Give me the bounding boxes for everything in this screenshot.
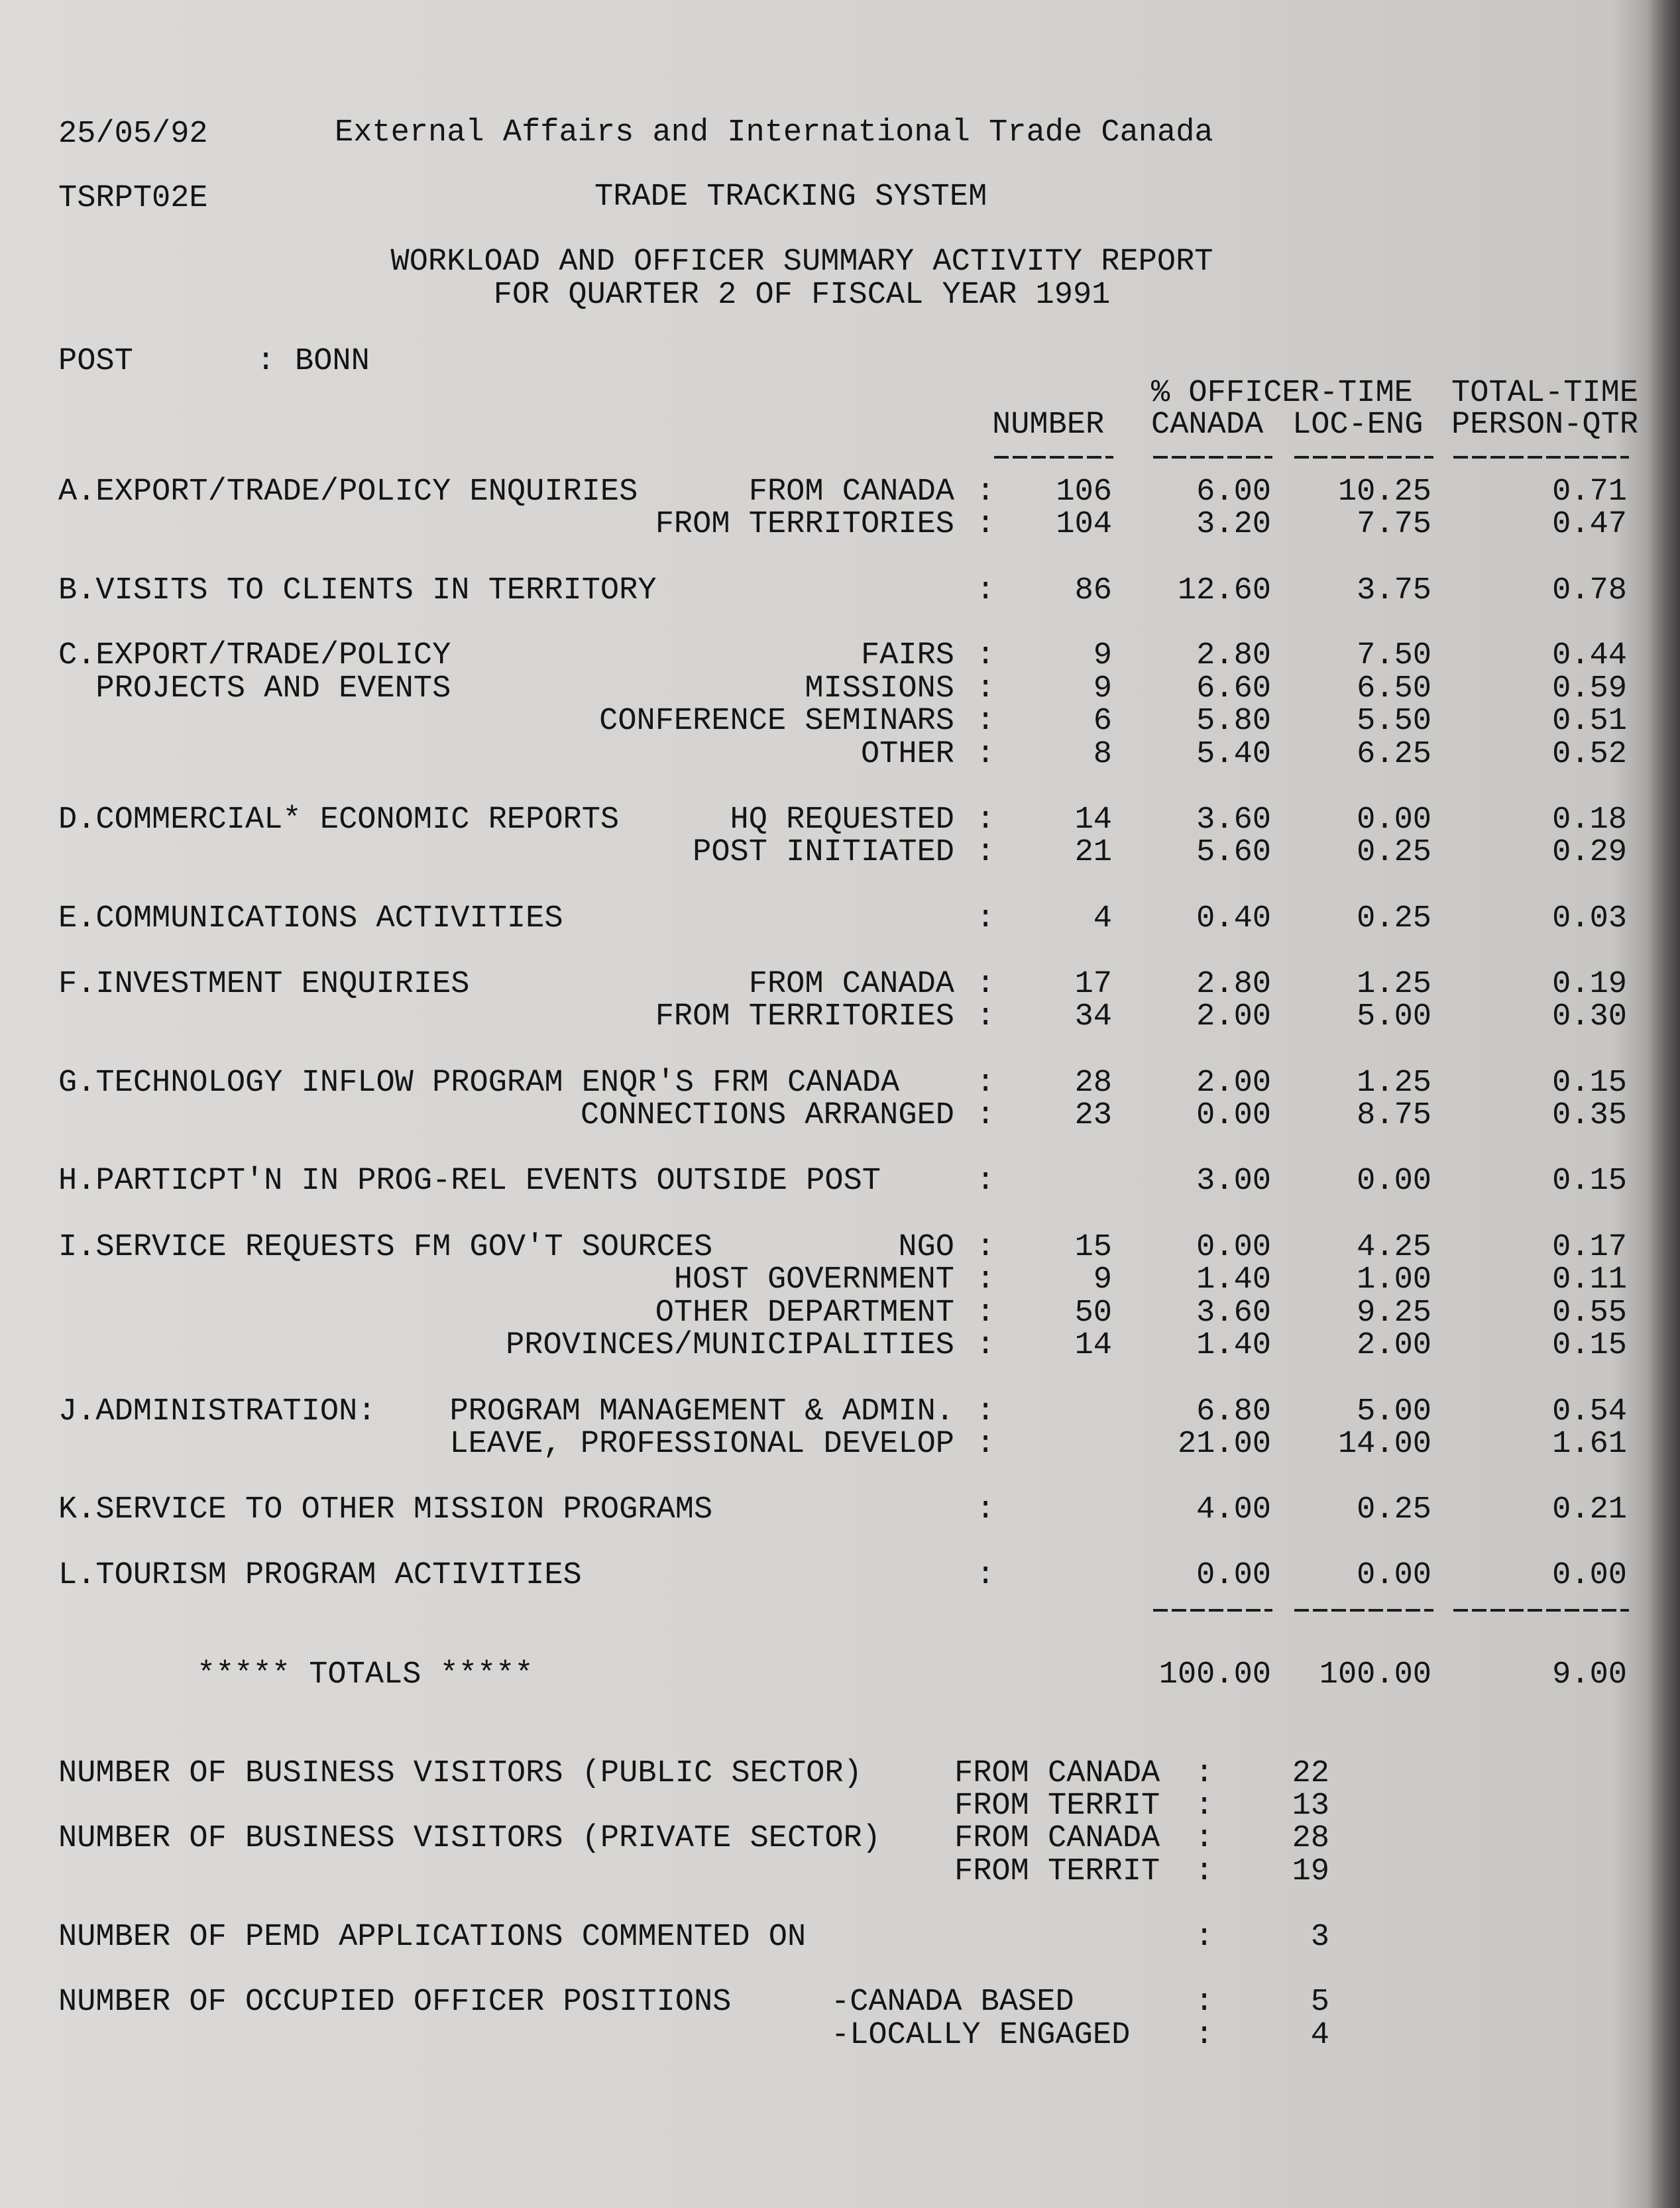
row-category: H.PARTICPT'N IN PROG-REL EVENTS OUTSIDE POST [58, 1164, 881, 1199]
row-category: J.ADMINISTRATION: [58, 1394, 376, 1429]
row-subcategory: PROGRAM MANAGEMENT & ADMIN. [449, 1394, 954, 1429]
visitor-value: 28 [1292, 1821, 1329, 1856]
row-subcategory: OTHER DEPARTMENT [655, 1296, 954, 1331]
row-number: 9 [1093, 638, 1112, 673]
row-loc-eng: 5.50 [1357, 704, 1431, 739]
row-person-qtr: 0.47 [1552, 507, 1627, 542]
row-loc-eng: 2.00 [1357, 1328, 1431, 1363]
row-separator: : [976, 1296, 995, 1331]
position-sub: -CANADA BASED [831, 1985, 1074, 2020]
visitor-separator: : [1195, 1789, 1214, 1824]
row-separator: : [976, 1328, 995, 1363]
position-sub: -LOCALLY ENGAGED [831, 2018, 1131, 2053]
row-loc-eng: 0.25 [1357, 1492, 1431, 1527]
row-person-qtr: 0.00 [1552, 1558, 1627, 1593]
report-title: WORKLOAD AND OFFICER SUMMARY ACTIVITY REPORT [390, 245, 1213, 280]
row-separator: : [976, 671, 995, 706]
row-separator: : [976, 1230, 995, 1265]
row-person-qtr: 0.18 [1552, 802, 1627, 838]
row-person-qtr: 0.78 [1552, 573, 1627, 608]
row-separator: : [976, 638, 995, 673]
row-number: 21 [1074, 835, 1112, 870]
row-number: 6 [1093, 704, 1112, 739]
row-separator: : [976, 1394, 995, 1429]
row-person-qtr: 0.30 [1552, 999, 1627, 1034]
row-canada: 2.00 [1196, 999, 1271, 1034]
header-underline-person-qtr [1453, 456, 1629, 459]
row-loc-eng: 0.00 [1357, 1558, 1431, 1593]
row-category: K.SERVICE TO OTHER MISSION PROGRAMS [58, 1492, 713, 1527]
report-subtitle: FOR QUARTER 2 OF FISCAL YEAR 1991 [493, 278, 1111, 313]
totals-underline-person-qtr [1453, 1609, 1629, 1612]
row-separator: : [976, 1558, 995, 1593]
row-number: 23 [1074, 1098, 1112, 1133]
header-underline-number [994, 456, 1113, 459]
system-name: TRADE TRACKING SYSTEM [594, 180, 987, 215]
row-number: 4 [1093, 901, 1112, 936]
organization-name: External Affairs and International Trade Canada [335, 115, 1213, 150]
row-number: 106 [1056, 474, 1112, 510]
row-person-qtr: 0.35 [1552, 1098, 1627, 1133]
row-separator: : [976, 835, 995, 870]
visitor-value: 22 [1292, 1756, 1329, 1791]
row-separator: : [976, 737, 995, 772]
row-loc-eng: 1.25 [1357, 967, 1431, 1002]
row-number: 17 [1074, 967, 1112, 1002]
position-separator: : [1195, 1985, 1214, 2020]
row-person-qtr: 0.15 [1552, 1328, 1627, 1363]
row-separator: : [976, 1427, 995, 1462]
row-canada: 2.80 [1196, 638, 1271, 673]
row-loc-eng: 5.00 [1357, 999, 1431, 1034]
pemd-label: NUMBER OF PEMD APPLICATIONS COMMENTED ON [58, 1920, 807, 1955]
row-person-qtr: 0.19 [1552, 967, 1627, 1002]
row-canada: 2.00 [1196, 1066, 1271, 1101]
position-separator: : [1195, 2018, 1214, 2053]
row-category: B.VISITS TO CLIENTS IN TERRITORY [58, 573, 657, 608]
row-person-qtr: 0.44 [1552, 638, 1627, 673]
row-loc-eng: 0.25 [1357, 901, 1431, 936]
row-subcategory: FROM CANADA [748, 474, 954, 510]
row-category: PROJECTS AND EVENTS [58, 671, 451, 706]
row-canada: 3.00 [1196, 1164, 1271, 1199]
row-person-qtr: 0.55 [1552, 1296, 1627, 1331]
row-subcategory: HOST GOVERNMENT [673, 1262, 954, 1297]
row-person-qtr: 0.17 [1552, 1230, 1627, 1265]
position-value: 5 [1310, 1985, 1329, 2020]
row-separator: : [976, 999, 995, 1034]
visitor-separator: : [1195, 1756, 1214, 1791]
row-loc-eng: 7.50 [1357, 638, 1431, 673]
row-category: C.EXPORT/TRADE/POLICY [58, 638, 451, 673]
header-person-qtr: PERSON-QTR [1451, 408, 1639, 443]
row-separator: : [976, 802, 995, 838]
row-canada: 0.00 [1196, 1558, 1271, 1593]
row-subcategory: LEAVE, PROFESSIONAL DEVELOP [449, 1427, 954, 1462]
row-person-qtr: 0.21 [1552, 1492, 1627, 1527]
header-underline-canada [1153, 456, 1272, 459]
visitor-value: 13 [1292, 1789, 1329, 1824]
totals-loc-eng: 100.00 [1319, 1657, 1431, 1692]
row-separator: : [976, 1492, 995, 1527]
row-separator: : [976, 507, 995, 542]
row-subcategory: NGO [898, 1230, 954, 1265]
row-subcategory: CONFERENCE SEMINARS [599, 704, 954, 739]
row-number: 34 [1074, 999, 1112, 1034]
row-subcategory: POST INITIATED [693, 835, 954, 870]
row-person-qtr: 0.54 [1552, 1394, 1627, 1429]
row-canada: 1.40 [1196, 1328, 1271, 1363]
visitor-label: NUMBER OF BUSINESS VISITORS (PUBLIC SECTOR) [58, 1756, 862, 1791]
row-separator: : [976, 901, 995, 936]
row-person-qtr: 0.15 [1552, 1164, 1627, 1199]
header-loc-eng: LOC-ENG [1292, 408, 1424, 443]
row-separator: : [976, 573, 995, 608]
row-category: E.COMMUNICATIONS ACTIVITIES [58, 901, 563, 936]
row-person-qtr: 0.71 [1552, 474, 1627, 510]
row-number: 9 [1093, 671, 1112, 706]
row-subcategory: CONNECTIONS ARRANGED [580, 1098, 954, 1133]
visitor-value: 19 [1292, 1854, 1329, 1889]
row-loc-eng: 3.75 [1357, 573, 1431, 608]
visitor-sub: FROM CANADA [954, 1821, 1160, 1856]
row-canada: 3.60 [1196, 802, 1271, 838]
row-loc-eng: 0.25 [1357, 835, 1431, 870]
header-underline-loc-eng [1294, 456, 1433, 459]
row-separator: : [976, 1164, 995, 1199]
row-loc-eng: 0.00 [1357, 1164, 1431, 1199]
row-number: 86 [1074, 573, 1112, 608]
row-number: 14 [1074, 802, 1112, 838]
row-number: 104 [1056, 507, 1112, 542]
row-loc-eng: 0.00 [1357, 802, 1431, 838]
row-canada: 4.00 [1196, 1492, 1271, 1527]
row-person-qtr: 0.29 [1552, 835, 1627, 870]
row-category: F.INVESTMENT ENQUIRIES [58, 967, 470, 1002]
row-canada: 5.40 [1196, 737, 1271, 772]
row-canada: 3.60 [1196, 1296, 1271, 1331]
row-separator: : [976, 1262, 995, 1297]
header-officer-time: % OFFICER-TIME [1151, 376, 1413, 411]
row-person-qtr: 0.11 [1552, 1262, 1627, 1297]
visitor-separator: : [1195, 1821, 1214, 1856]
row-canada: 12.60 [1177, 573, 1271, 608]
visitor-sub: FROM TERRIT [954, 1789, 1160, 1824]
row-loc-eng: 1.00 [1357, 1262, 1431, 1297]
totals-person-qtr: 9.00 [1552, 1657, 1627, 1692]
row-canada: 3.20 [1196, 507, 1271, 542]
row-loc-eng: 9.25 [1357, 1296, 1431, 1331]
row-canada: 0.40 [1196, 901, 1271, 936]
row-loc-eng: 8.75 [1357, 1098, 1431, 1133]
row-canada: 2.80 [1196, 967, 1271, 1002]
row-subcategory: FAIRS [860, 638, 954, 673]
visitor-separator: : [1195, 1854, 1214, 1889]
post-separator: : [256, 344, 276, 379]
page-edge-shadow [1647, 0, 1680, 2208]
row-person-qtr: 1.61 [1552, 1427, 1627, 1462]
row-person-qtr: 0.03 [1552, 901, 1627, 936]
row-category: A.EXPORT/TRADE/POLICY ENQUIRIES [58, 474, 638, 510]
row-number: 9 [1093, 1262, 1112, 1297]
row-canada: 6.60 [1196, 671, 1271, 706]
row-loc-eng: 14.00 [1337, 1427, 1431, 1462]
pemd-value: 3 [1310, 1920, 1329, 1955]
row-subcategory: MISSIONS [805, 671, 954, 706]
row-subcategory: FROM TERRITORIES [655, 999, 954, 1034]
row-canada: 21.00 [1177, 1427, 1271, 1462]
header-canada: CANADA [1151, 408, 1264, 443]
row-person-qtr: 0.52 [1552, 737, 1627, 772]
totals-underline-canada [1153, 1609, 1272, 1612]
row-number: 8 [1093, 737, 1112, 772]
totals-canada: 100.00 [1158, 1657, 1271, 1692]
totals-label: ***** TOTALS ***** [197, 1657, 533, 1692]
post-label: POST [58, 344, 133, 379]
row-canada: 1.40 [1196, 1262, 1271, 1297]
row-number: 50 [1074, 1296, 1112, 1331]
row-loc-eng: 6.50 [1357, 671, 1431, 706]
post-value: BONN [295, 344, 370, 379]
row-separator: : [976, 1066, 995, 1101]
row-canada: 0.00 [1196, 1098, 1271, 1133]
position-label: NUMBER OF OCCUPIED OFFICER POSITIONS [58, 1985, 732, 2020]
visitor-sub: FROM CANADA [954, 1756, 1160, 1791]
report-code: TSRPT02E [58, 181, 208, 216]
row-separator: : [976, 1098, 995, 1133]
visitor-label: NUMBER OF BUSINESS VISITORS (PRIVATE SECTOR) [58, 1821, 881, 1856]
row-category: L.TOURISM PROGRAM ACTIVITIES [58, 1558, 582, 1593]
row-number: 15 [1074, 1230, 1112, 1265]
row-category: G.TECHNOLOGY INFLOW PROGRAM ENQR'S FRM CANADA [58, 1066, 900, 1101]
row-loc-eng: 5.00 [1357, 1394, 1431, 1429]
row-loc-eng: 4.25 [1357, 1230, 1431, 1265]
row-person-qtr: 0.15 [1552, 1066, 1627, 1101]
row-canada: 6.80 [1196, 1394, 1271, 1429]
row-subcategory: HQ REQUESTED [730, 802, 954, 838]
row-person-qtr: 0.59 [1552, 671, 1627, 706]
row-number: 28 [1074, 1066, 1112, 1101]
row-person-qtr: 0.51 [1552, 704, 1627, 739]
row-loc-eng: 6.25 [1357, 737, 1431, 772]
row-subcategory: FROM TERRITORIES [655, 507, 954, 542]
row-subcategory: PROVINCES/MUNICIPALITIES [506, 1328, 954, 1363]
row-separator: : [976, 704, 995, 739]
report-date: 25/05/92 [58, 117, 208, 152]
row-loc-eng: 10.25 [1337, 474, 1431, 510]
row-separator: : [976, 967, 995, 1002]
row-loc-eng: 7.75 [1357, 507, 1431, 542]
header-number: NUMBER [992, 408, 1105, 443]
row-number: 14 [1074, 1328, 1112, 1363]
row-category: D.COMMERCIAL* ECONOMIC REPORTS [58, 802, 620, 838]
visitor-sub: FROM TERRIT [954, 1854, 1160, 1889]
pemd-separator: : [1195, 1920, 1214, 1955]
row-canada: 5.80 [1196, 704, 1271, 739]
row-subcategory: OTHER [860, 737, 954, 772]
row-canada: 5.60 [1196, 835, 1271, 870]
position-value: 4 [1310, 2018, 1329, 2053]
row-subcategory: FROM CANADA [748, 967, 954, 1002]
row-canada: 6.00 [1196, 474, 1271, 510]
row-separator: : [976, 474, 995, 510]
row-canada: 0.00 [1196, 1230, 1271, 1265]
header-total-time: TOTAL-TIME [1451, 376, 1639, 411]
totals-underline-loc-eng [1294, 1609, 1433, 1612]
row-loc-eng: 1.25 [1357, 1066, 1431, 1101]
row-category: I.SERVICE REQUESTS FM GOV'T SOURCES [58, 1230, 713, 1265]
